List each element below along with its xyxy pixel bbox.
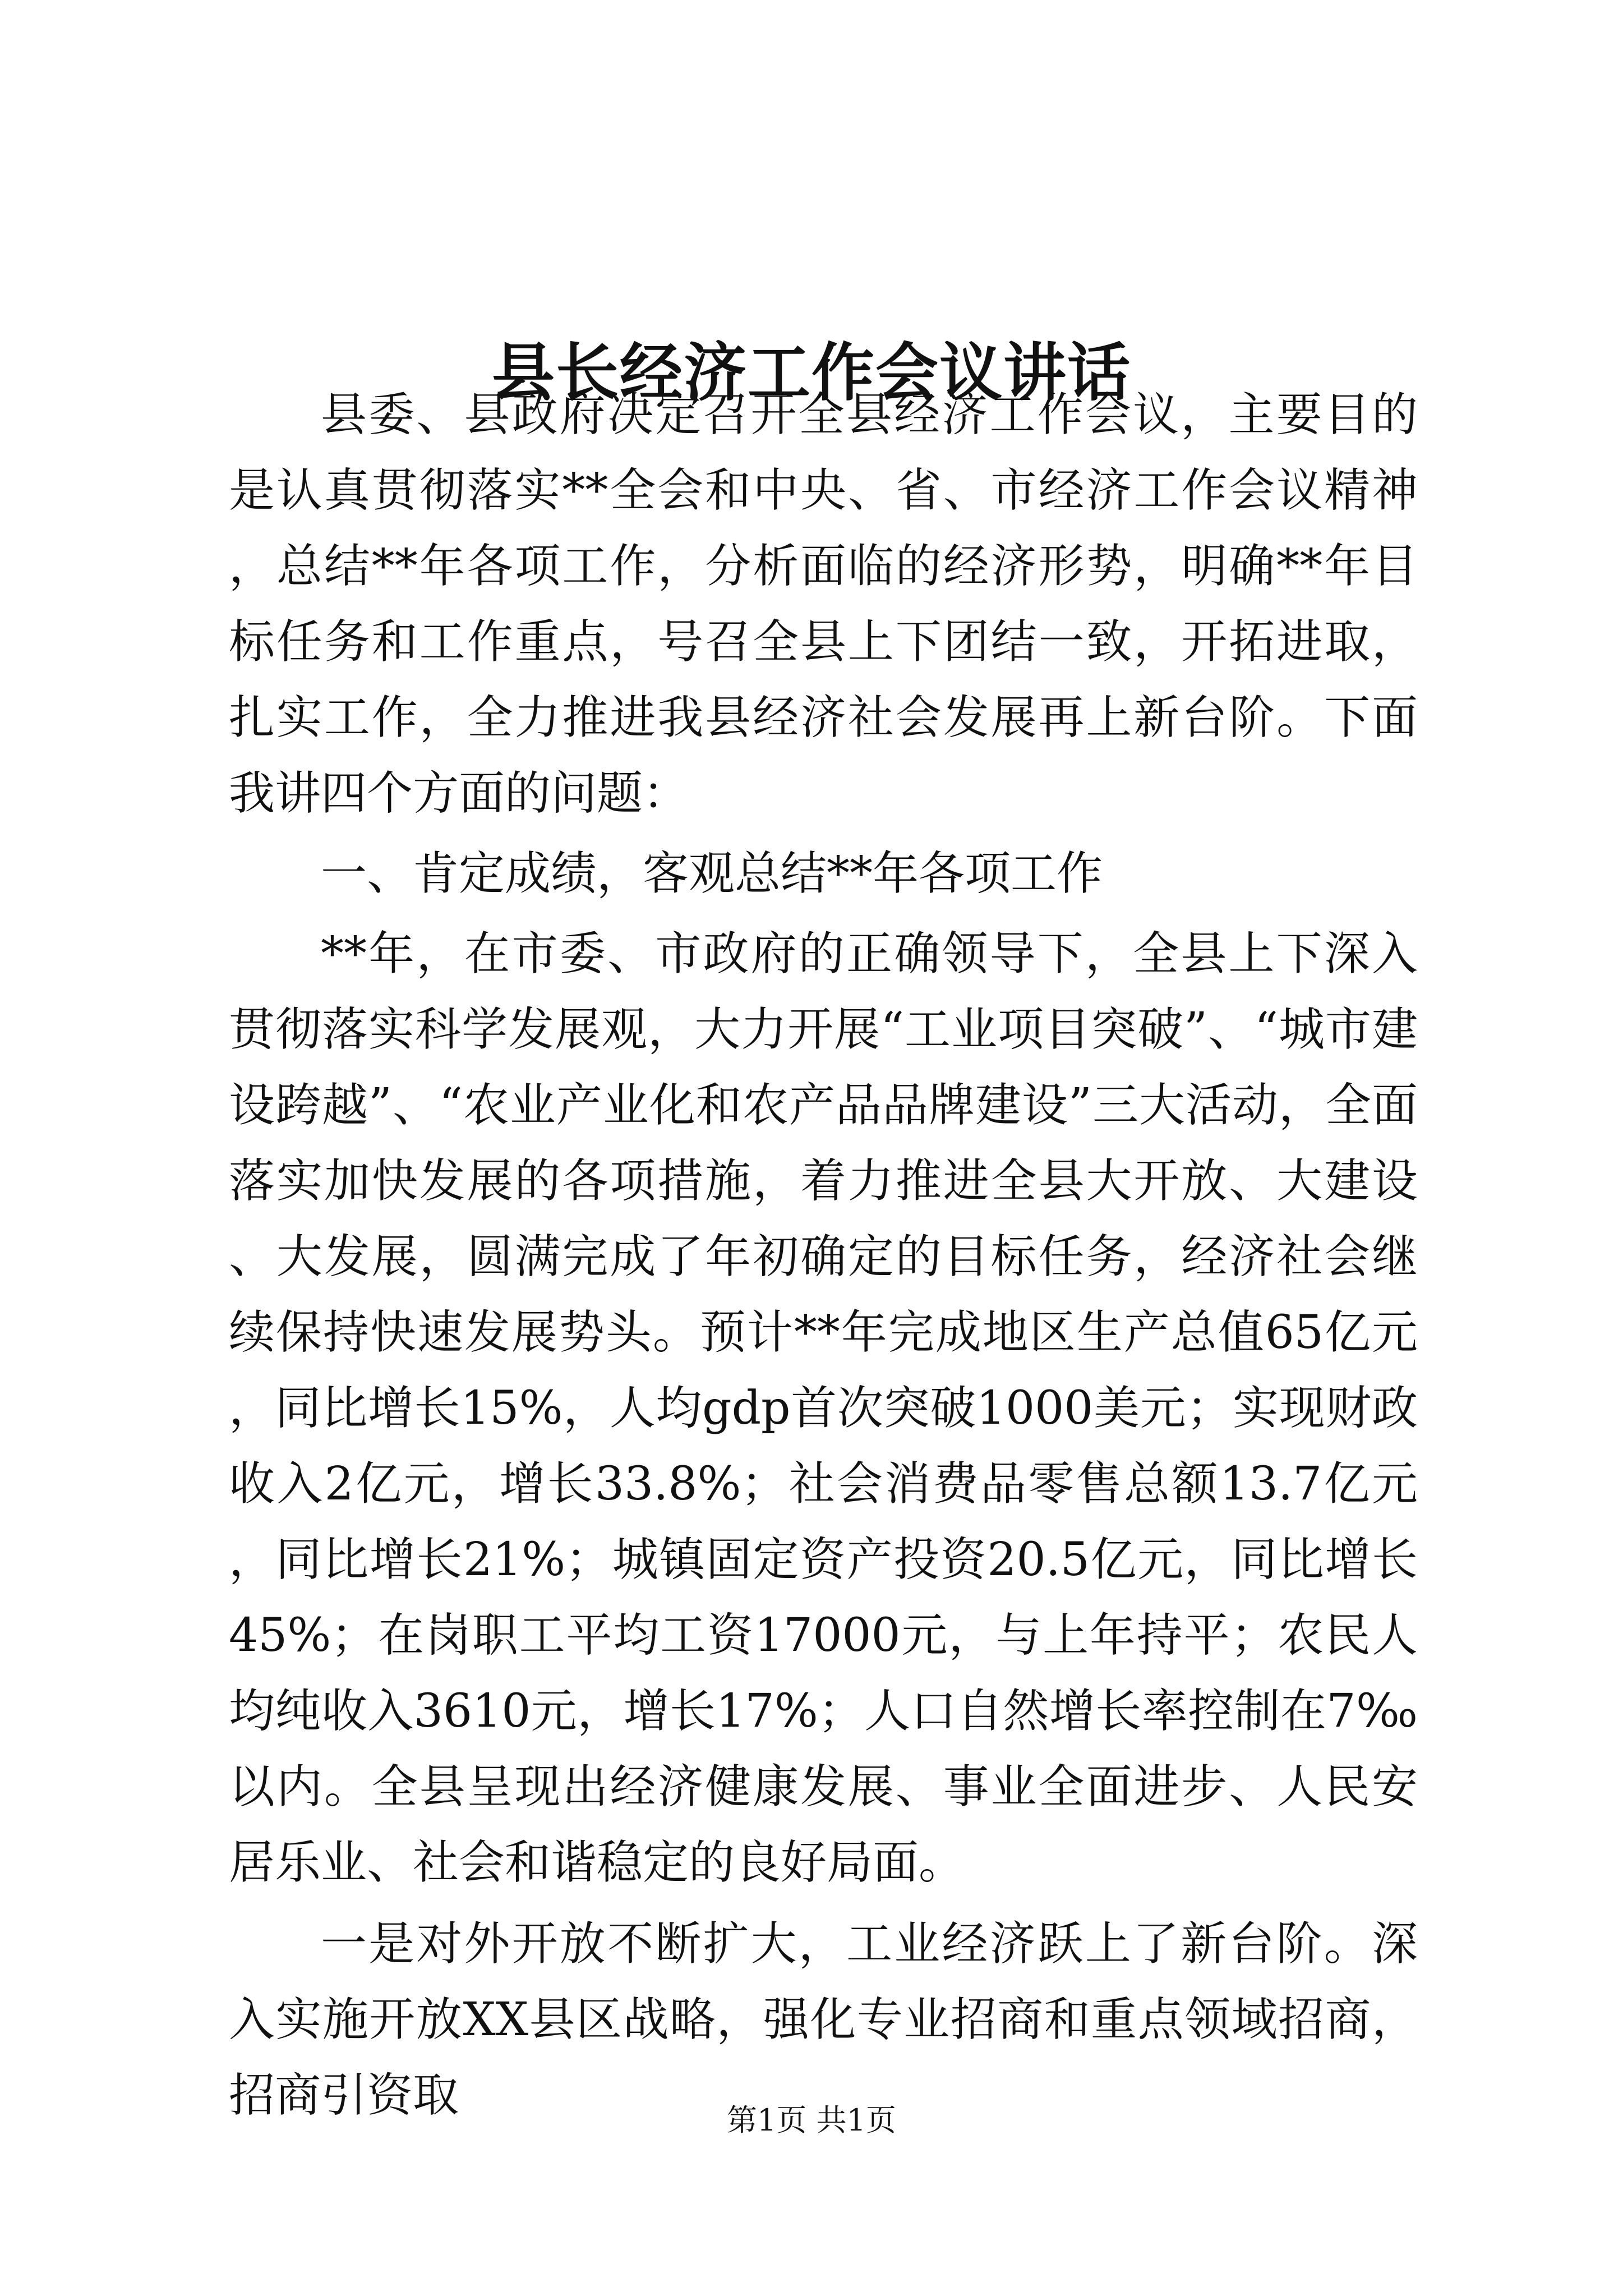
section-heading-1: 一、肯定成绩，客观总结**年各项工作 — [321, 847, 1103, 900]
paragraph-opening-up: 一是对外开放不断扩大，工业经济跃上了新台阶。深入实施开放XX县区战略，强化专业招商和重点领域招商，招商引资取 — [229, 1917, 1418, 2122]
paragraph-achievements: **年，在市委、市政府的正确领导下，全县上下深入贯彻落实科学发展观，大力开展“工业项目突破”、“城市建设跨越”、“农业产业化和农产品品牌建设”三大活动，全面落实加快发展的各项措施，着力推进全县大开放、大建设、大发展，圆满完成了年初确定的目标任务，经济社会继续保持快速发展势头。预计**年完成地区生产总值65亿元，同比增长15%，人均gdp首次突破1000美元；实现财政收入2亿元，增长33.8%；社会消费品零售总额13.7亿元，同比增长21%；城镇固定资产投资20.5亿元，同比增长45%；在岗职工平均工资17000元，与上年持平；农民人均纯收入3610元，增长17%；人口自然增长率控制在7‰以内。全县呈现出经济健康发展、事业全面进步、人民安居乐业、社会和谐稳定的良好局面。 — [229, 927, 1418, 1889]
paragraph-intro: 县委、县政府决定召开全县经济工作会议，主要目的是认真贯彻落实**全会和中央、省、市经济工作会议精神，总结**年各项工作，分析面临的经济形势，明确**年目标任务和工作重点，号召全县上下团结一致，开拓进取，扎实工作，全力推进我县经济社会发展再上新台阶。下面我讲四个方面的问题： — [229, 388, 1418, 820]
document-title: 县长经济工作会议讲话 — [492, 336, 1131, 410]
document-body — [229, 377, 1418, 2133]
page-footer: 第1页 共1页 — [727, 2102, 896, 2138]
